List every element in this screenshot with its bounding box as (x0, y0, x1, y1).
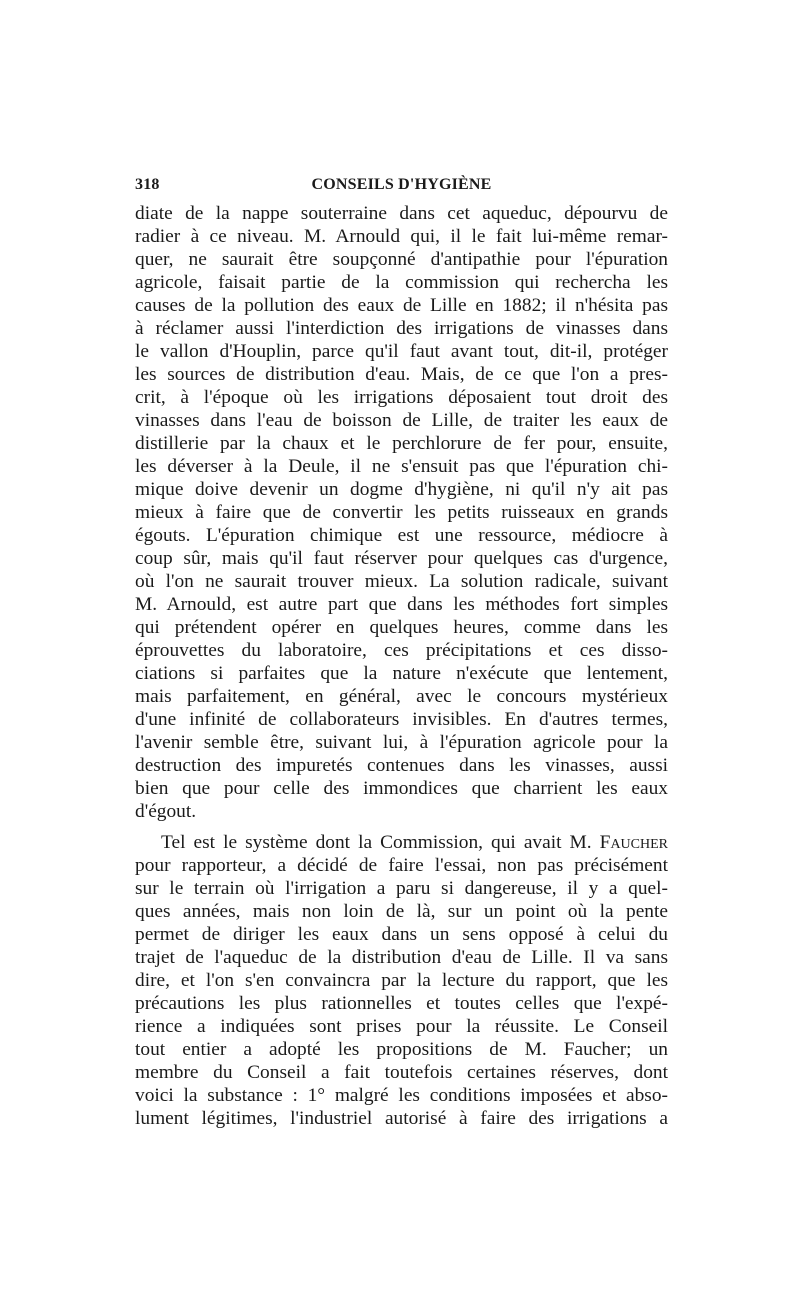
text-line: radier à ce niveau. M. Arnould qui, il le fait lui-même remar- (135, 226, 668, 247)
text-line: mique doive devenir un dogme d'hygiène, ni qu'il n'y ait pas (135, 479, 668, 500)
text-line: le vallon d'Houplin, parce qu'il faut avant tout, dit-il, protéger (135, 341, 668, 362)
text-line: rience a indiquées sont prises pour la réussite. Le Conseil (135, 1016, 668, 1037)
text-line: quer, ne saurait être soupçonné d'antipathie pour l'épuration (135, 249, 668, 270)
text-line: qui prétendent opérer en quelques heures, comme dans les (135, 617, 668, 638)
running-head (135, 172, 668, 202)
text-line: ques années, mais non loin de là, sur un point où la pente (135, 901, 668, 922)
text-line: dire, et l'on s'en convaincra par la lecture du rapport, que les (135, 970, 668, 991)
text-line: sur le terrain où l'irrigation a paru si dangereuse, il y a quel- (135, 878, 668, 899)
text-line: d'égout. (135, 801, 197, 822)
text-line: les déverser à la Deule, il ne s'ensuit pas que l'épuration chi- (135, 456, 668, 477)
text-line: coup sûr, mais qu'il faut réserver pour quelques cas d'urgence, (135, 548, 668, 569)
text-line: les sources de distribution d'eau. Mais, de ce que l'on a pres- (135, 364, 668, 385)
text-fragment: Tel est le système dont la Commission, qui avait M. (161, 832, 600, 853)
body-text (135, 202, 668, 1130)
text-line: vinasses dans l'eau de boisson de Lille, de traiter les eaux de (135, 410, 668, 431)
page-number: 318 (135, 176, 160, 193)
text-line: précautions les plus rationnelles et toutes celles que l'expé- (135, 993, 668, 1014)
text-line: tout entier a adopté les propositions de M. Faucher; un (135, 1039, 668, 1060)
running-title: CONSEILS D'HYGIÈNE (311, 176, 492, 193)
text-line: d'une infinité de collaborateurs invisibles. En d'autres termes, (135, 709, 668, 730)
text-line: voici la substance : 1° malgré les conditions imposées et abso- (135, 1085, 668, 1106)
text-line: l'avenir semble être, suivant lui, à l'épuration agricole pour la (135, 732, 668, 753)
paragraph-2 (135, 831, 668, 1130)
author-name-smallcaps: Faucher (599, 832, 668, 853)
text-line: crit, à l'époque où les irrigations déposaient tout droit des (135, 387, 668, 408)
text-line-first (135, 831, 668, 854)
paragraph-1 (135, 202, 668, 823)
text-line: trajet de l'aqueduc de la distribution d'eau de Lille. Il va sans (135, 947, 668, 968)
book-page (135, 172, 668, 1130)
text-line: mieux à faire que de convertir les petits ruisseaux en grands (135, 502, 668, 523)
text-line: lument légitimes, l'industriel autorisé à faire des irrigations a (135, 1108, 668, 1129)
text-line: M. Arnould, est autre part que dans les méthodes fort simples (135, 594, 668, 615)
text-line: bien que pour celle des immondices que charrient les eaux (135, 778, 668, 799)
text-line: causes de la pollution des eaux de Lille en 1882; il n'hésita pas (135, 295, 668, 316)
text-line: destruction des impuretés contenues dans les vinasses, aussi (135, 755, 668, 776)
text-line: agricole, faisait partie de la commission qui rechercha les (135, 272, 668, 293)
text-line: permet de diriger les eaux dans un sens opposé à celui du (135, 924, 668, 945)
text-line: ciations si parfaites que la nature n'exécute que lentement, (135, 663, 668, 684)
text-line: membre du Conseil a fait toutefois certaines réserves, dont (135, 1062, 668, 1083)
text-line: diate de la nappe souterraine dans cet aqueduc, dépourvu de (135, 203, 668, 224)
text-line: où l'on ne saurait trouver mieux. La solution radicale, suivant (135, 571, 668, 592)
text-line: à réclamer aussi l'interdiction des irrigations de vinasses dans (135, 318, 668, 339)
text-line: égouts. L'épuration chimique est une ressource, médiocre à (135, 525, 668, 546)
text-line: distillerie par la chaux et le perchlorure de fer pour, ensuite, (135, 433, 668, 454)
text-line: pour rapporteur, a décidé de faire l'essai, non pas précisément (135, 855, 668, 876)
text-line: mais parfaitement, en général, avec le concours mystérieux (135, 686, 668, 707)
text-line: éprouvettes du laboratoire, ces précipitations et ces disso- (135, 640, 668, 661)
